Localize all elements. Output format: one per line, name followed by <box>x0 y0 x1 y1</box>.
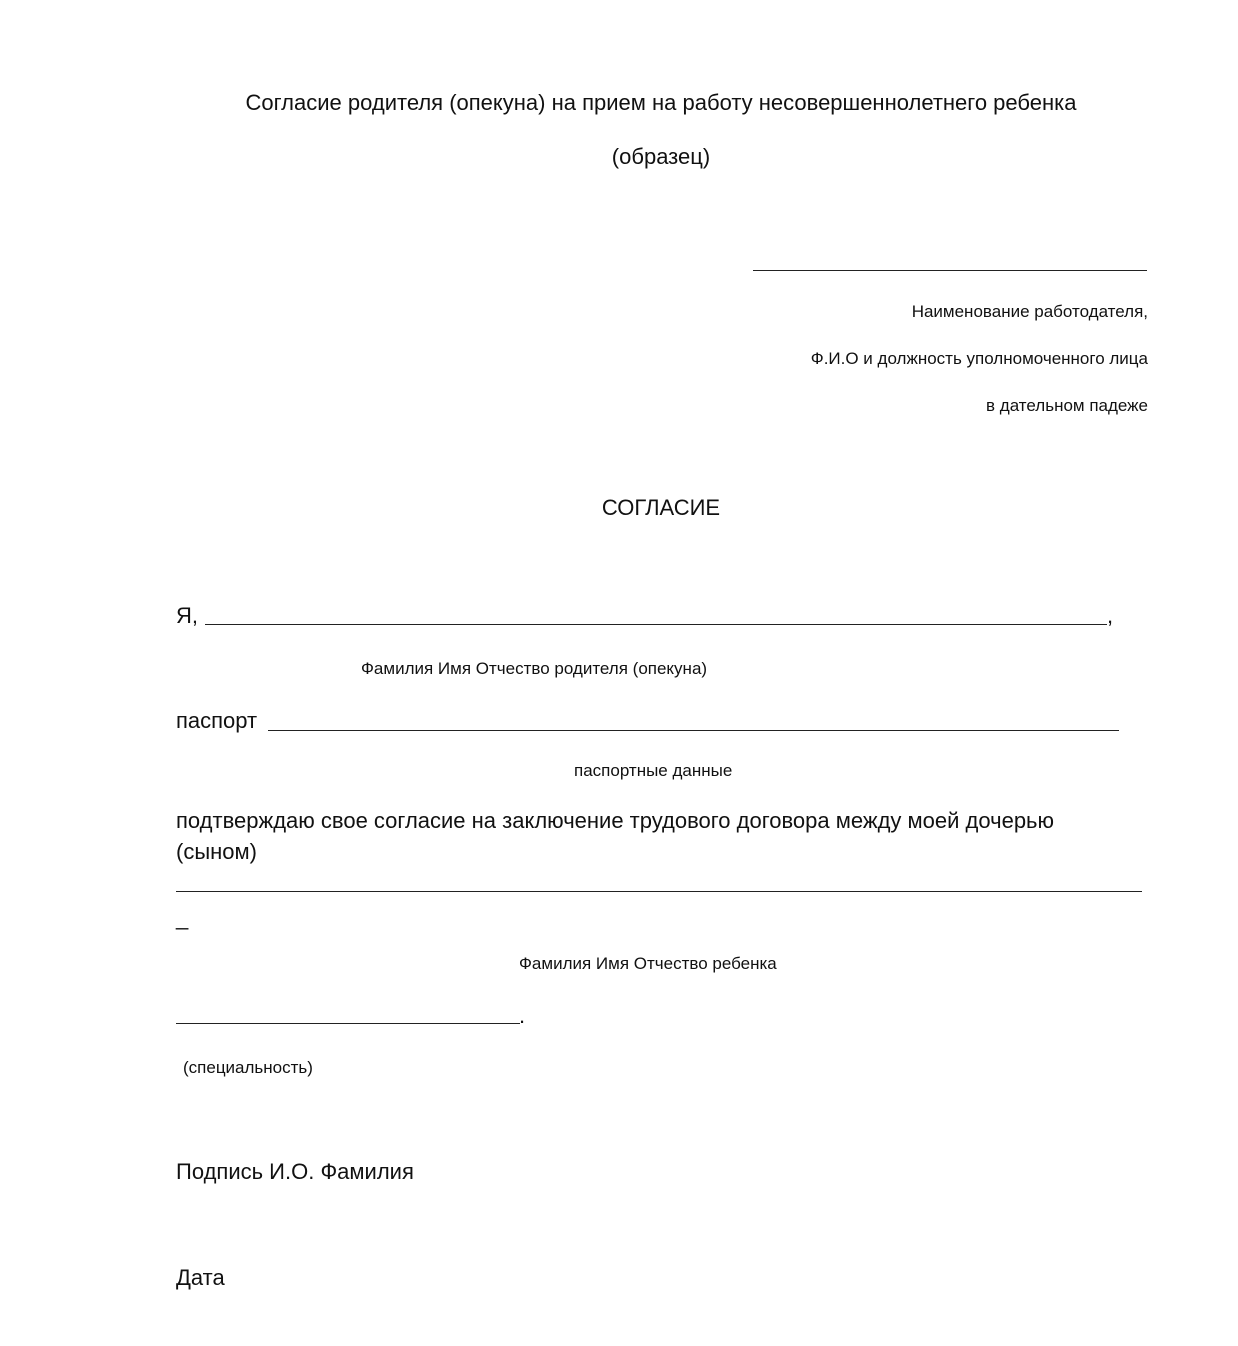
employer-name-field[interactable] <box>753 270 1147 271</box>
consent-title: СОГЛАСИЕ <box>601 495 721 520</box>
child-name-caption: Фамилия Имя Отчество ребенка <box>519 954 777 973</box>
document-heading: Согласие родителя (опекуна) на прием на работу несовершеннолетнего ребенка <box>245 90 1077 115</box>
addressee-caption-line1: Наименование работодателя, <box>911 302 1148 321</box>
addressee-caption-line2: Ф.И.О и должность уполномоченного лица <box>810 349 1148 368</box>
parent-name-field[interactable] <box>205 624 1107 625</box>
signature-label: Подпись И.О. Фамилия <box>176 1159 414 1184</box>
specialty-field[interactable] <box>176 1023 520 1024</box>
addressee-caption-line3: в дательном падеже <box>986 396 1148 415</box>
specialty-caption: (специальность) <box>183 1058 313 1077</box>
child-name-field[interactable] <box>176 891 1142 892</box>
specialty-suffix: . <box>519 1003 526 1028</box>
date-label: Дата <box>176 1265 225 1290</box>
parent-prefix: Я, <box>176 603 198 628</box>
consent-text-line2: (сыном) <box>176 839 257 864</box>
consent-text-line1: подтверждаю свое согласие на заключение трудового договора между моей дочерью <box>176 808 1055 833</box>
parent-name-caption: Фамилия Имя Отчество родителя (опекуна) <box>361 659 708 678</box>
passport-caption: паспортные данные <box>574 761 733 780</box>
passport-data-field[interactable] <box>268 730 1119 731</box>
passport-prefix: паспорт <box>176 708 258 733</box>
parent-suffix: , <box>1107 603 1114 628</box>
document-subheading: (образец) <box>611 144 711 169</box>
child-name-field-overflow: _ <box>176 905 189 930</box>
